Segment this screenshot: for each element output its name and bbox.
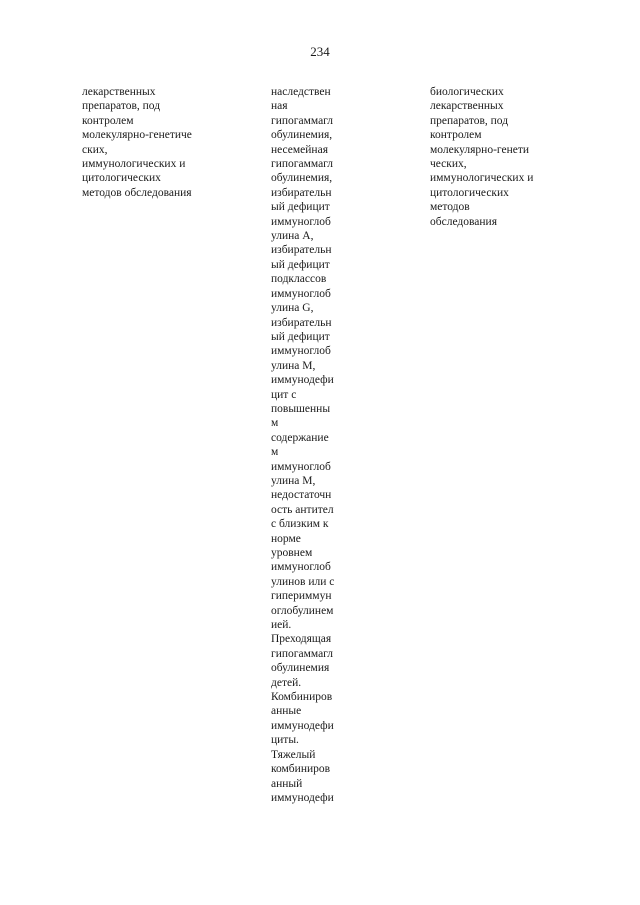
middle-column-line: ый дефицит [271,201,330,214]
middle-column-line: иммунодефи [271,374,334,387]
middle-column-line: улина M, [271,474,316,487]
middle-column-line: иммуноглоб [271,287,331,300]
middle-column-line: иммуноглоб [271,561,331,574]
middle-column-line: циты. [271,734,299,747]
middle-column-line: ная [271,100,288,113]
middle-column-line: цит с [271,388,297,401]
middle-column-line: улина M, [271,359,316,372]
middle-column-line: наследствен [271,86,331,98]
right-column-line: ческих, [430,158,467,171]
middle-column-line: анный [271,777,303,790]
middle-column-line: гипогаммагл [271,158,334,171]
middle-column-line: комбиниров [271,763,331,776]
middle-column-line: ией. [271,619,292,632]
middle-column-line: иммунодефи [271,719,334,732]
right-column-line: обследования [430,215,497,228]
middle-column-line: оглобулинем [271,604,334,617]
middle-column-line: ость антител [271,503,334,516]
middle-column-line: детей. [271,676,302,689]
middle-column-line: содержание [271,431,329,444]
left-column-line: лекарственных [82,86,156,98]
middle-column-line: обулинемия, [271,172,333,185]
right-column-line: контролем [430,129,482,142]
middle-column-line: гипогаммагл [271,647,334,660]
middle-column-line: уровнем [271,547,313,559]
right-column [430,85,570,229]
middle-column [271,85,351,805]
middle-column-line: обулинемия [271,662,330,675]
middle-column-line: избирательн [271,316,332,329]
middle-column-line: иммуноглоб [271,460,331,473]
middle-column-line: иммуноглоб [271,345,331,358]
middle-column-line: улинов или с [271,575,335,588]
middle-column-line: гипериммун [271,590,332,603]
right-column-line: иммунологических и [430,172,534,185]
middle-column-line: улина A, [271,230,314,243]
right-column-line: биологических [430,86,504,98]
page-number: 234 [310,44,330,59]
middle-column-line: м [271,446,279,459]
middle-column-line: норме [271,532,301,545]
left-column-line: цитологических [82,172,161,185]
left-column-line: ских, [82,143,108,156]
left-column-line: иммунологических и [82,158,186,171]
middle-column-line: м [271,417,279,430]
middle-column-line: гипогаммагл [271,114,334,127]
left-column-line: молекулярно-генетиче [82,129,192,142]
middle-column-line: иммуноглоб [271,215,331,228]
middle-column-line: анные [271,705,302,718]
left-column [82,85,232,200]
left-column-line: контролем [82,114,134,127]
middle-column-line: Комбиниров [271,691,333,704]
right-column-line: молекулярно-генети [430,143,530,156]
middle-column-line: Преходящая [271,633,332,646]
middle-column-line: ый дефицит [271,330,330,343]
middle-column-line: улина G, [271,302,314,315]
middle-column-line: избирательн [271,186,332,199]
middle-column-line: с близким к [271,518,329,531]
middle-column-line: ый дефицит [271,258,330,271]
left-column-line: методов обследования [82,186,192,199]
left-column-line: препаратов, под [82,100,161,113]
right-column-line: препаратов, под [430,114,509,127]
right-column-line: лекарственных [430,100,504,113]
middle-column-line: Тяжелый [271,748,316,761]
middle-column-line: подклассов [271,273,327,286]
middle-column-line: недостаточн [271,489,332,502]
middle-column-line: несемейная [271,143,328,156]
right-column-line: цитологических [430,186,509,199]
middle-column-line: иммунодефи [271,791,334,804]
middle-column-line: повышенны [271,402,331,415]
middle-column-line: избирательн [271,244,332,257]
right-column-line: методов [430,201,470,214]
middle-column-line: обулинемия, [271,129,333,142]
